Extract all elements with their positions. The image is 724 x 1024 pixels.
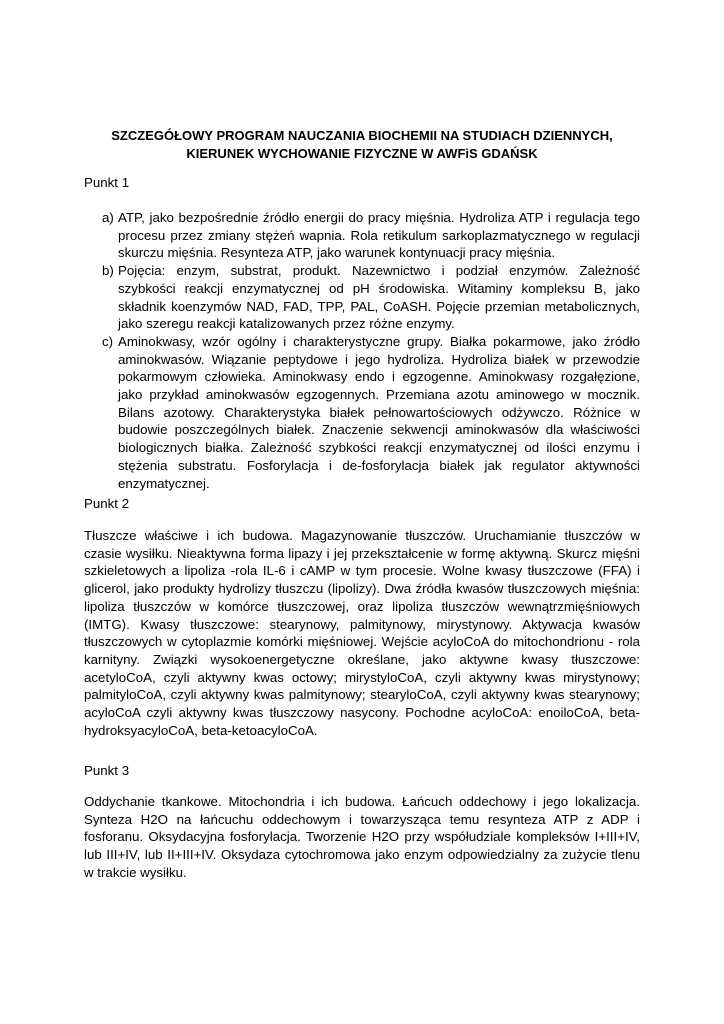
document-title-line-2: KIERUNEK WYCHOWANIE FIZYCZNE W AWFiS GDAŃSK <box>186 146 538 161</box>
list-item-text: Aminokwasy, wzór ogólny i charakterystyczne grupy. Białka pokarmowe, jako źródło aminokwasów. Wiązanie peptydowe i jego hydroliza. Hydroliza białek w przewodzie pokarmowym człowieka. Aminokwasy endo i egzogenne. Aminokwasy rozgałęzione, jako przykład aminokwasów egzogennych. Przemiana azotu aminowego w mocznik. Bilans azotowy. Charakterystyka białek pełnowartościowych odżywczo. Różnice w budowie poszczególnych białek. Znaczenie sekwencji aminokwasów dla właściwości biologicznych białka. Zależność szybkości reakcji enzymatycznej od ilości enzymu i stężenia substratu. Fosforylacja i de-fosforylacja białek jak regulator aktywności enzymatycznej. <box>118 333 640 491</box>
list-item <box>84 209 640 262</box>
list-item-marker: a) <box>102 210 114 225</box>
list-item-text: Pojęcia: enzym, substrat, produkt. Nazewnictwo i podział enzymów. Zależność szybkości reakcji enzymatycznej od pH środowiska. Witaminy kompleksu B, jako składnik koenzymów NAD, FAD, TPP, PAL, CoASH. Pojęcie przemian metabolicznych, jako szeregu reakcji katalizowanych przez różne enzymy. <box>118 263 640 332</box>
punkt-2-paragraph: Tłuszcze właściwe i ich budowa. Magazynowanie tłuszczów. Uruchamianie tłuszczów w czasie wysiłku. Nieaktywna forma lipazy i jej przekształcenie w formę aktywną. Skurcz mięśni szkieletowych a lipoliza -rola IL-6 i cAMP w tym procesie. Wolne kwasy tłuszczowe (FFA) i glicerol, jako produkty hydrolizy tłuszczu (lipolizy). Dwa źródła kwasów tłuszczowych mięśnia: lipoliza tłuszczów w komórce tłuszczowej, oraz lipoliza tłuszczów wewnątrzmięśniowych (IMTG). Kwasy tłuszczowe: stearynowy, palmitynowy, mirystynowy. Aktywacja kwasów tłuszczowych w cytoplazmie komórki mięśniowej. Wejście acyloCoA do mitochondrionu - rola karnityny. Związki wysokoenergetyczne określane, jako aktywne kwasy tłuszczowe: acetyloCoA, czyli aktywny kwas octowy; mirystyloCoA, czyli aktywny kwas mirystynowy; palmityloCoA, czyli aktywny kwas palmitynowy; stearyloCoA, czyli aktywny kwas stearynowy; acyloCoA czyli aktywny kwas tłuszczowy nasycony. Pochodne acyloCoA: enoiloCoA, beta-hydroksyacyloCoA, beta-ketoacyloCoA. <box>84 528 640 738</box>
list-item-marker: b) <box>102 263 114 279</box>
list-item <box>84 262 640 333</box>
punkt-1-heading: Punkt 1 <box>84 175 130 190</box>
list-item <box>84 333 640 492</box>
punkt-3-heading: Punkt 3 <box>84 763 130 778</box>
punkt-2-heading: Punkt 2 <box>84 496 130 511</box>
document-title-line-1: SZCZEGÓŁOWY PROGRAM NAUCZANIA BIOCHEMII NA STUDIACH DZIENNYCH, <box>111 128 613 143</box>
punkt-3-paragraph: Oddychanie tkankowe. Mitochondria i ich budowa. Łańcuch oddechowy i jego lokalizacja. Synteza H2O na łańcuchu oddechowym i towarzysząca temu resynteza ATP z ADP i fosforanu. Oksydacyjna fosforylacja. Tworzenie H2O przy współudziale kompleksów I+III+IV, lub III+IV, lub II+III+IV. Oksydaza cytochromowa jako enzym odpowiedzialny za zużycie tlenu w trakcie wysiłku. <box>84 794 640 880</box>
list-item-text: ATP, jako bezpośrednie źródło energii do pracy mięśnia. Hydroliza ATP i regulacja tego procesu przez zmiany stężeń wapnia. Rola retikulum sarkoplazmatycznego w regulacji skurczu mięśnia. Resynteza ATP, jako warunek kontynuacji pracy mięśnia. <box>118 210 640 261</box>
punkt-1-list <box>84 209 640 492</box>
document-title <box>84 127 640 163</box>
list-item-marker: c) <box>102 333 114 349</box>
